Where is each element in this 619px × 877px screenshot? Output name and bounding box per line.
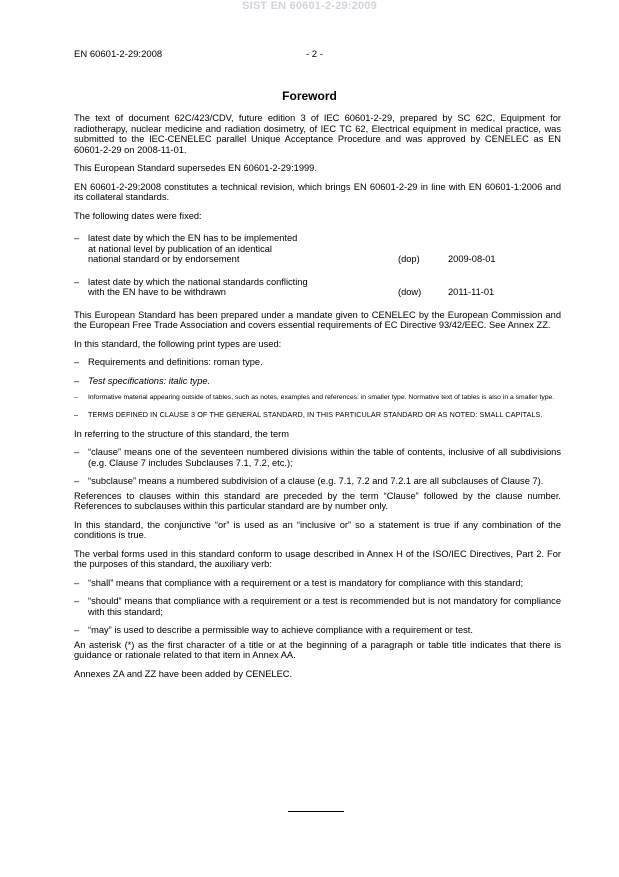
date-dop-line1: – latest date by which the EN has to be implemented bbox=[88, 233, 298, 243]
paragraph-references: References to clauses within this standard are preceded by the term “Clause” followed by the clause number. References to subclauses within this particular standard are by number only. bbox=[74, 490, 561, 511]
header-doc-id: EN 60601-2-29:2008 bbox=[74, 49, 163, 60]
date-dow-value: 2011-11-01 bbox=[448, 287, 495, 297]
print-type-small-caps: – TERMS DEFINED IN CLAUSE 3 OF THE GENERAL STANDARD, IN THIS PARTICULAR STANDARD OR AS NOTED: SMALL CAPITALS. bbox=[74, 410, 561, 421]
date-dop-code: (dop) bbox=[398, 254, 420, 264]
date-item-dop bbox=[74, 233, 561, 265]
term-clause: – “clause” means one of the seventeen numbered divisions within the table of contents, inclusive of all subdivisions (e.g. Clause 7 includes Subclauses 7.1, 7.2, etc.); bbox=[74, 447, 561, 468]
term-subclause: – “subclause” means a numbered subdivision of a clause (e.g. 7.1, 7.2 and 7.2.1 are all subclauses of Clause 7). bbox=[74, 476, 561, 487]
date-dow-line2: with the EN have to be withdrawn bbox=[88, 287, 226, 297]
date-dow-line1: – latest date by which the national standards conflicting bbox=[88, 276, 308, 287]
paragraph-verbal-forms: The verbal forms used in this standard conform to usage described in Annex H of the ISO/IEC Directives, Part 2. For the purposes of this standard, the auxiliary verb: bbox=[74, 548, 561, 569]
paragraph-asterisk: An asterisk (*) as the first character of a title or at the beginning of a paragraph or table title indicates that there is guidance or rationale related to that item in Annex AA. bbox=[74, 639, 561, 660]
watermark: SIST EN 60601-2-29:2009 bbox=[242, 0, 377, 12]
paragraph-supersedes: This European Standard supersedes EN 60601-2-29:1999. bbox=[74, 163, 317, 173]
foreword-body bbox=[74, 113, 561, 687]
print-type-roman: – Requirements and definitions: roman type. bbox=[74, 357, 561, 368]
paragraph-annexes: Annexes ZA and ZZ have been added by CENELEC. bbox=[74, 668, 293, 679]
paragraph-structure-intro: In referring to the structure of this standard, the term bbox=[74, 428, 289, 439]
end-rule bbox=[288, 811, 344, 812]
paragraph-print-types-intro: In this standard, the following print types are used: bbox=[74, 338, 282, 349]
paragraph-revision: EN 60601-2-29:2008 constitutes a technical revision, which brings EN 60601-2-29 in line with EN 60601-1:2006 and its collateral standards. bbox=[74, 181, 561, 202]
header-page-number: - 2 - bbox=[306, 49, 323, 60]
page-title: Foreword bbox=[282, 89, 337, 103]
verb-should: – “should” means that compliance with a requirement or a test is recommended but is not mandatory for compliance with this standard; bbox=[74, 596, 561, 617]
verb-shall: – “shall” means that compliance with a requirement or a test is mandatory for compliance with this standard; bbox=[74, 578, 561, 589]
paragraph-mandate: This European Standard has been prepared under a mandate given to CENELEC by the European Commission and the European Free Trade Association and covers essential requirements of EC Directive 93/42/EEC. See Annex ZZ. bbox=[74, 309, 561, 330]
print-type-italic: – Test specifications: italic type. bbox=[74, 376, 561, 387]
paragraph-dates-intro: The following dates were fixed: bbox=[74, 210, 202, 221]
paragraph-conjunctive-or: In this standard, the conjunctive “or” is used as an “inclusive or” so a statement is true if any combination of the conditions is true. bbox=[74, 519, 561, 540]
date-item-dow bbox=[74, 277, 561, 298]
date-dop-value: 2009-08-01 bbox=[448, 254, 496, 264]
dates-list bbox=[74, 233, 561, 298]
date-dop-line2: at national level by publication of an identical bbox=[88, 243, 272, 254]
paragraph-intro: The text of document 62C/423/CDV, future edition 3 of IEC 60601-2-29, prepared by SC 62C, Equipment for radiotherapy, nuclear medicine and radiation dosimetry, of IEC TC 62, Electrical equipment in medical practice, was submitted to the IEC-CENELEC parallel Unique Acceptance Procedure and was approved by CENELEC as EN 60601-2-29 on 2008-11-01. bbox=[74, 113, 561, 155]
date-dow-code: (dow) bbox=[398, 287, 422, 297]
date-dop-line3: national standard or by endorsement bbox=[88, 254, 240, 264]
verb-may: – “may” is used to describe a permissible way to achieve compliance with a requirement or test. bbox=[74, 625, 561, 636]
print-type-small: – Informative material appearing outside of tables, such as notes, examples and references: in smaller type. Normative text of tables is also in a smaller type. bbox=[74, 394, 561, 402]
